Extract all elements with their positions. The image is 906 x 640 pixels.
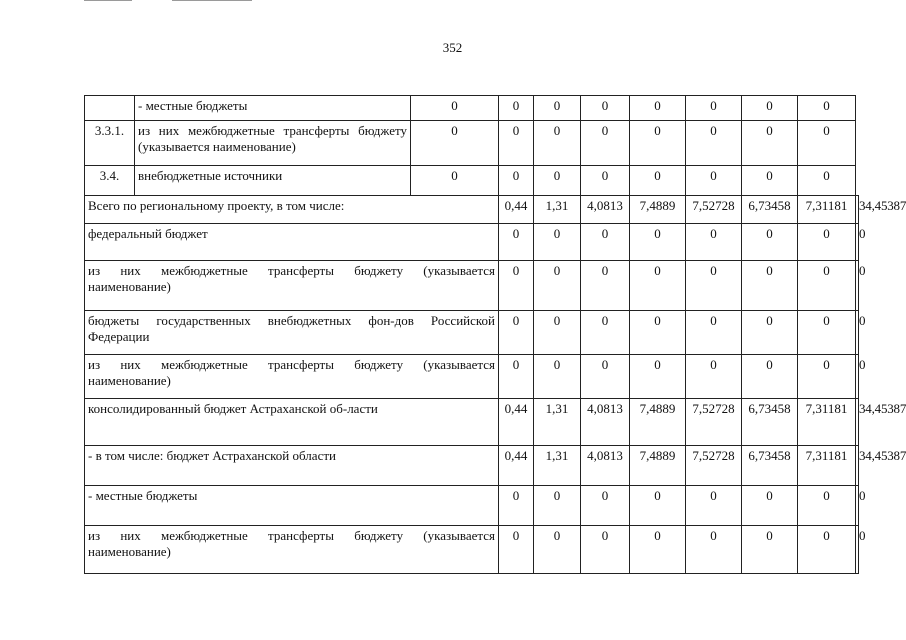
value-cell: 0: [856, 261, 859, 311]
row-label: - местные бюджеты: [85, 486, 499, 526]
value-cell: 0: [581, 355, 630, 399]
value-cell: 0: [742, 355, 798, 399]
table-row: [85, 446, 859, 486]
value-cell: 0: [686, 96, 742, 121]
value-cell: 7,52728: [686, 196, 742, 224]
value-cell: 34,45387: [856, 399, 859, 446]
value-cell: 0: [411, 121, 499, 166]
value-cell: 4,0813: [581, 446, 630, 486]
value-cell: 0: [534, 526, 581, 574]
value-cell: 0: [742, 96, 798, 121]
row-label: - местные бюджеты: [135, 96, 411, 121]
row-code: [85, 96, 135, 121]
value-cell: 0: [742, 261, 798, 311]
value-cell: 0: [581, 311, 630, 355]
value-cell: 0: [686, 261, 742, 311]
value-cell: 0: [686, 526, 742, 574]
value-cell: 0: [630, 121, 686, 166]
value-cell: 0: [411, 96, 499, 121]
value-cell: 0: [581, 121, 630, 166]
value-cell: 34,45387: [856, 446, 859, 486]
value-cell: 0: [742, 526, 798, 574]
value-cell: 34,45387: [856, 196, 859, 224]
value-cell: 0: [798, 311, 856, 355]
value-cell: 1,31: [534, 196, 581, 224]
value-cell: 0: [581, 486, 630, 526]
value-cell: 0: [798, 261, 856, 311]
table-row: [85, 486, 859, 526]
value-cell: 0: [534, 261, 581, 311]
page-number: 352: [442, 40, 463, 55]
row-label: консолидированный бюджет Астраханской об-ласти: [85, 399, 499, 446]
value-cell: 0: [686, 311, 742, 355]
value-cell: 0: [581, 261, 630, 311]
value-cell: 7,31181: [798, 196, 856, 224]
table-row: [85, 261, 859, 311]
table-row: [85, 399, 859, 446]
value-cell: 0: [742, 166, 798, 196]
row-label: из них межбюджетные трансферты бюджету (указывается наименование): [85, 355, 499, 399]
value-cell: 0: [534, 355, 581, 399]
value-cell: 0: [499, 96, 534, 121]
row-code: 3.3.1.: [85, 121, 135, 166]
value-cell: 0: [686, 486, 742, 526]
row-label: бюджеты государственных внебюджетных фон-дов Российской Федерации: [85, 311, 499, 355]
value-cell: 0: [534, 486, 581, 526]
value-cell: 0: [534, 166, 581, 196]
value-cell: 7,4889: [630, 446, 686, 486]
table-row: [85, 355, 859, 399]
row-code: 3.4.: [85, 166, 135, 196]
row-label: из них межбюджетные трансферты бюджету (указывается наименование): [135, 121, 411, 166]
value-cell: 0: [798, 121, 856, 166]
value-cell: 1,31: [534, 446, 581, 486]
value-cell: 0: [534, 96, 581, 121]
value-cell: 0: [499, 224, 534, 261]
value-cell: 0: [499, 526, 534, 574]
value-cell: 0: [798, 166, 856, 196]
row-label: федеральный бюджет: [85, 224, 499, 261]
value-cell: 0: [630, 526, 686, 574]
value-cell: 0: [534, 121, 581, 166]
value-cell: 7,31181: [798, 399, 856, 446]
value-cell: 0: [856, 486, 859, 526]
value-cell: 0: [499, 355, 534, 399]
value-cell: 0: [798, 486, 856, 526]
value-cell: 0: [411, 166, 499, 196]
value-cell: 0: [856, 355, 859, 399]
value-cell: 0,44: [499, 196, 534, 224]
value-cell: 7,4889: [630, 399, 686, 446]
value-cell: 0: [856, 224, 859, 261]
table-row: [85, 166, 859, 196]
table-row: [85, 311, 859, 355]
value-cell: 0: [686, 355, 742, 399]
value-cell: 0: [630, 311, 686, 355]
row-label: Всего по региональному проекту, в том числе:: [85, 196, 499, 224]
value-cell: 0: [581, 526, 630, 574]
value-cell: 7,31181: [798, 446, 856, 486]
value-cell: 0: [856, 526, 859, 574]
row-label: - в том числе: бюджет Астраханской области: [85, 446, 499, 486]
row-label: внебюджетные источники: [135, 166, 411, 196]
value-cell: 0: [798, 224, 856, 261]
value-cell: 6,73458: [742, 446, 798, 486]
row-label: из них межбюджетные трансферты бюджету (указывается наименование): [85, 261, 499, 311]
value-cell: 0: [581, 166, 630, 196]
value-cell: 0: [499, 121, 534, 166]
value-cell: 0: [742, 311, 798, 355]
value-cell: 0,44: [499, 446, 534, 486]
value-cell: 7,52728: [686, 399, 742, 446]
value-cell: 0: [742, 121, 798, 166]
value-cell: 0: [581, 224, 630, 261]
value-cell: 0: [499, 486, 534, 526]
budget-table-body: [85, 96, 906, 574]
budget-table: [84, 95, 906, 574]
value-cell: 7,4889: [630, 196, 686, 224]
value-cell: 0: [856, 311, 859, 355]
value-cell: 4,0813: [581, 196, 630, 224]
value-cell: 6,73458: [742, 399, 798, 446]
value-cell: 0: [686, 166, 742, 196]
table-row: [85, 96, 859, 121]
value-cell: 6,73458: [742, 196, 798, 224]
value-cell: 0: [630, 224, 686, 261]
value-cell: 0: [798, 355, 856, 399]
scan-artifact-line-left: [84, 0, 132, 1]
value-cell: 0: [742, 486, 798, 526]
value-cell: 0: [630, 486, 686, 526]
value-cell: 0: [534, 311, 581, 355]
table-row: [85, 121, 859, 166]
value-cell: 0: [742, 224, 798, 261]
value-cell: 0: [630, 166, 686, 196]
value-cell: 0: [581, 96, 630, 121]
value-cell: 1,31: [534, 399, 581, 446]
table-row-total: [85, 196, 859, 224]
value-cell: 0: [534, 224, 581, 261]
value-cell: 0: [499, 311, 534, 355]
value-cell: 0: [686, 121, 742, 166]
value-cell: 0: [630, 96, 686, 121]
value-cell: 0: [686, 224, 742, 261]
value-cell: 0: [798, 96, 856, 121]
value-cell: 4,0813: [581, 399, 630, 446]
table-row: [85, 224, 859, 261]
value-cell: 0: [499, 166, 534, 196]
scan-artifact-line-right: [172, 0, 252, 1]
value-cell: 0: [630, 355, 686, 399]
value-cell: 0: [630, 261, 686, 311]
value-cell: 0,44: [499, 399, 534, 446]
value-cell: 7,52728: [686, 446, 742, 486]
value-cell: 0: [798, 526, 856, 574]
value-cell: 0: [499, 261, 534, 311]
row-label: из них межбюджетные трансферты бюджету (указывается наименование): [85, 526, 499, 574]
table-row: [85, 526, 859, 574]
